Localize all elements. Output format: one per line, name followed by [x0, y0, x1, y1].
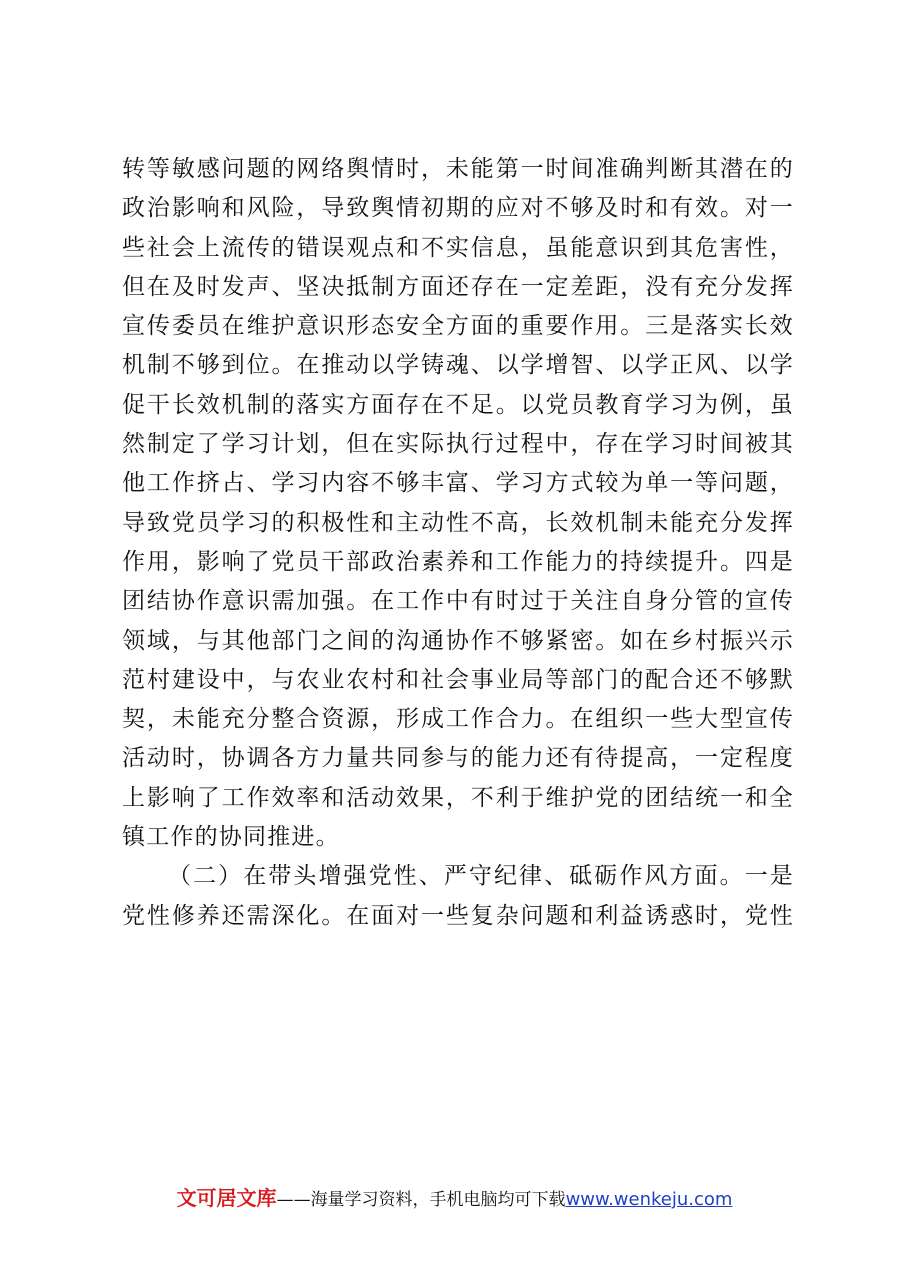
footer-banner [0, 1182, 909, 1211]
text-line: 机制不够到位。在推动以学铸魂、以学增智、以学正风、以学 [122, 352, 794, 379]
text-line: 契，未能充分整合资源，形成工作合力。在组织一些大型宣传 [122, 706, 794, 733]
text-line: 领域，与其他部门之间的沟通协作不够紧密。如在乡村振兴示 [122, 627, 794, 654]
text-line: 政治影响和风险，导致舆情初期的应对不够及时和有效。对一 [122, 195, 794, 222]
footer-brand: 文可居文库 [176, 1186, 277, 1210]
text-line: 作用，影响了党员干部政治素养和工作能力的持续提升。四是 [122, 548, 794, 575]
footer-slogan: ——海量学习资料，手机电脑均可下载 [276, 1190, 566, 1210]
text-line: 宣传委员在维护意识形态安全方面的重要作用。三是落实长效 [122, 313, 794, 340]
document-body [122, 150, 794, 936]
text-line: 转等敏感问题的网络舆情时，未能第一时间准确判断其潜在的 [122, 156, 794, 182]
text-line: 促干长效机制的落实方面存在不足。以党员教育学习为例，虽 [122, 391, 794, 418]
text-line: 然制定了学习计划，但在实际执行过程中，存在学习时间被其 [122, 431, 794, 458]
text-line: 范村建设中，与农业农村和社会事业局等部门的配合还不够默 [122, 666, 794, 693]
text-line: 些社会上流传的错误观点和不实信息，虽能意识到其危害性， [122, 234, 794, 261]
section-heading-line: （二）在带头增强党性、严守纪律、砥砺作风方面。一是 [168, 863, 794, 890]
text-line: 他工作挤占、学习内容不够丰富、学习方式较为单一等问题， [122, 470, 794, 497]
text-line: 上影响了工作效率和活动效果，不利于维护党的团结统一和全 [122, 784, 794, 811]
text-line: 镇工作的协同推进。 [122, 824, 340, 851]
text-line: 团结协作意识需加强。在工作中有时过于关注自身分管的宣传 [122, 588, 794, 615]
text-line: 党性修养还需深化。在面对一些复杂问题和利益诱惑时，党性 [122, 902, 794, 929]
text-line: 导致党员学习的积极性和主动性不高，长效机制未能充分发挥 [122, 509, 794, 536]
text-line: 但在及时发声、坚决抵制方面还存在一定差距，没有充分发挥 [122, 273, 794, 300]
text-line: 活动时，协调各方力量共同参与的能力还有待提高，一定程度 [122, 745, 794, 772]
footer-link[interactable]: www.wenkeju.com [565, 1189, 733, 1210]
